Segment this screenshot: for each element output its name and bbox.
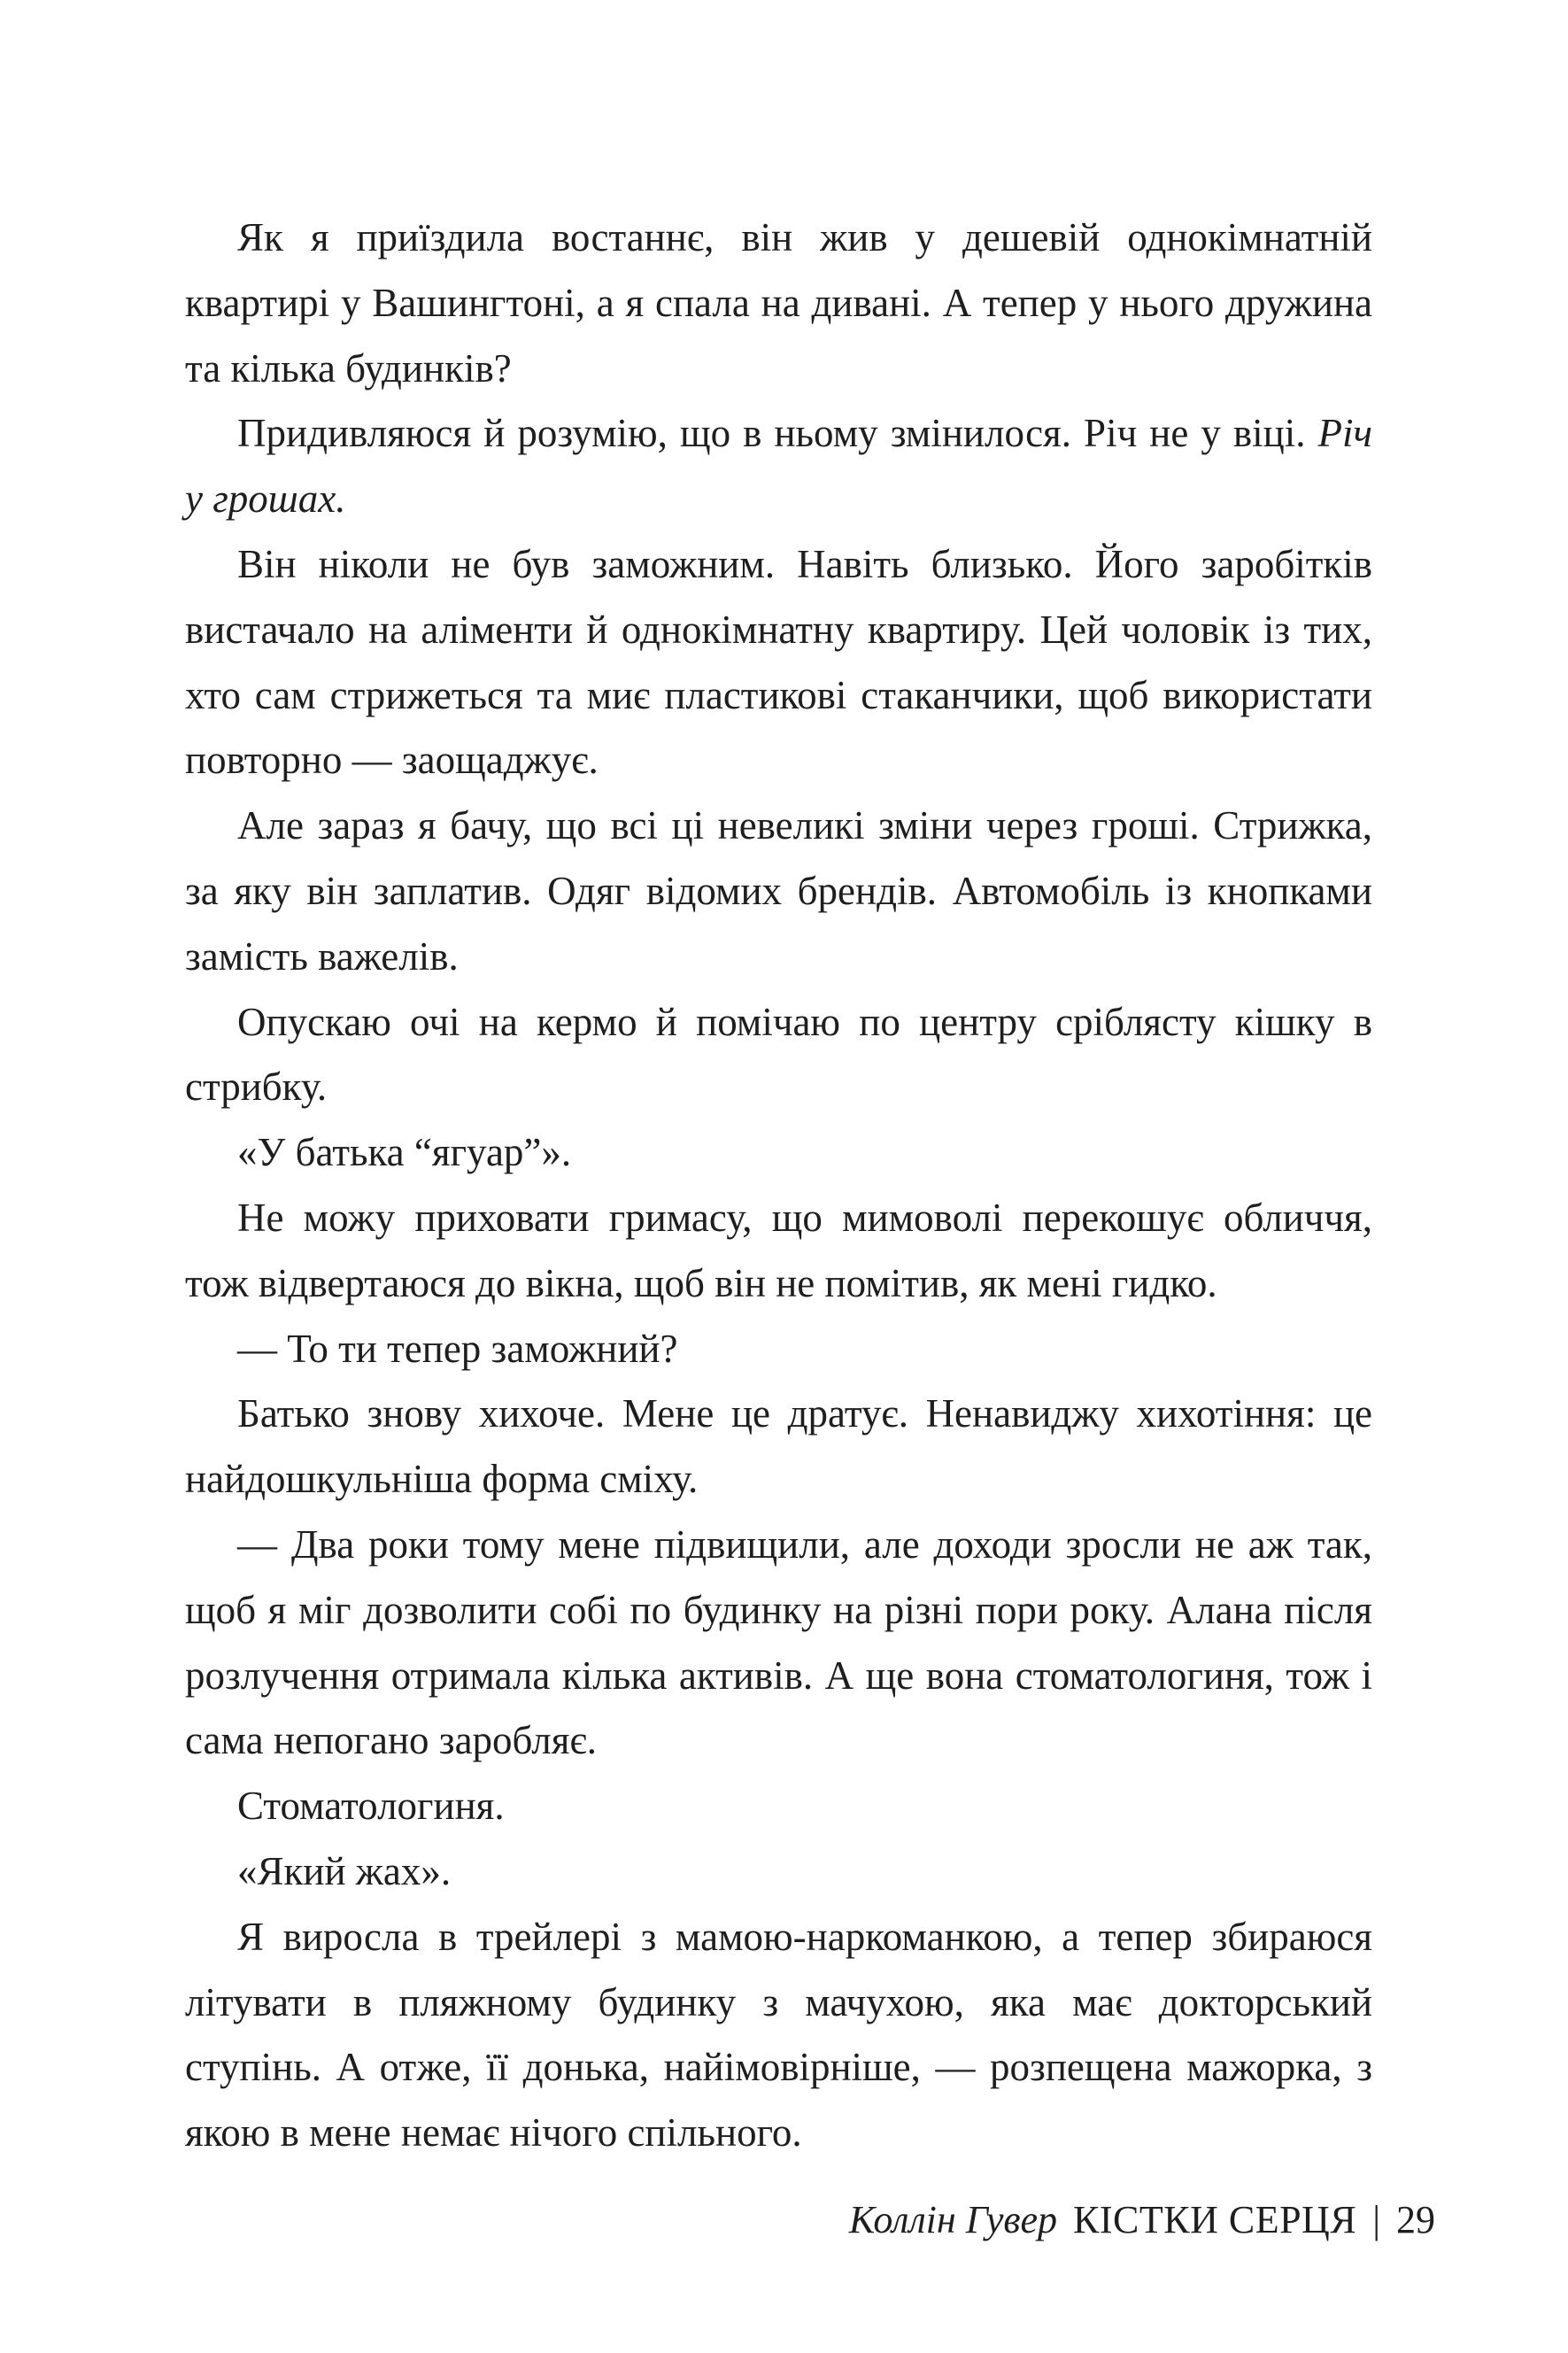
paragraph: «У батька “ягуар”».	[237, 1130, 572, 1175]
paragraph: Як я приїздила востаннє, він жив у дешевій однокімнатній квартирі у Вашингтоні, а я спала на дивані. А тепер у нього дружина та кілька будинків?	[185, 215, 1372, 391]
paragraph-emphasis: Річ у грошах.	[185, 411, 1372, 522]
dialogue-line: — То ти тепер заможний?	[237, 1326, 678, 1371]
paragraph: Але зараз я бачу, що всі ці невеликі зміни через гроші. Стрижка, за яку він заплатив. Одяг відомих брендів. Автомобіль із кнопками замість важелів.	[185, 803, 1372, 979]
paragraph: Батько знову хихоче. Мене це дратує. Ненавиджу хихотіння: це найдошкульніша форма сміху.	[185, 1391, 1372, 1502]
paragraph	[185, 401, 1372, 532]
paragraph: «Який жах».	[237, 1848, 452, 1893]
footer-separator: |	[1372, 2198, 1380, 2241]
paragraph: Він ніколи не був заможним. Навіть близько. Його заробітків вистачало на аліменти й однокімнатну квартиру. Цей чоловік із тих, хто сам стрижеться та миє пластикові стаканчики, щоб використати повторно — заощаджує.	[185, 541, 1372, 783]
paragraph: Не можу приховати гримасу, що мимоволі перекошує обличчя, тож відвертаюся до вікна, щоб він не помітив, як мені гидко.	[185, 1195, 1372, 1305]
body-text	[185, 205, 1372, 2166]
paragraph: Стоматологиня.	[237, 1784, 505, 1829]
dialogue-line: — Два роки тому мене підвищили, але доходи зросли не аж так, щоб я міг дозволити собі по будинку на різні пори року. Алана після розлучення отримала кілька активів. А ще вона стоматологиня, тож і сама непогано заробляє.	[185, 1521, 1372, 1763]
running-footer	[849, 2194, 1435, 2247]
footer-author: Коллін Гувер	[848, 2198, 1058, 2241]
footer-book-title: КІСТКИ СЕРЦЯ	[1073, 2198, 1357, 2241]
paragraph-text: Придивляюся й розумію, що в ньому змінилося. Річ не у віці.	[237, 411, 1306, 456]
page-number: 29	[1396, 2198, 1435, 2241]
paragraph: Я виросла в трейлері з мамою-наркоманкою, а тепер збираюся літувати в пляжному будинку з мачухою, яка має докторський ступінь. А отже, її донька, найімовірніше, — розпещена мажорка, з якою в мене немає нічого спільного.	[185, 1914, 1372, 2156]
paragraph: Опускаю очі на кермо й помічаю по центру сріблясту кішку в стрибку.	[185, 999, 1372, 1110]
